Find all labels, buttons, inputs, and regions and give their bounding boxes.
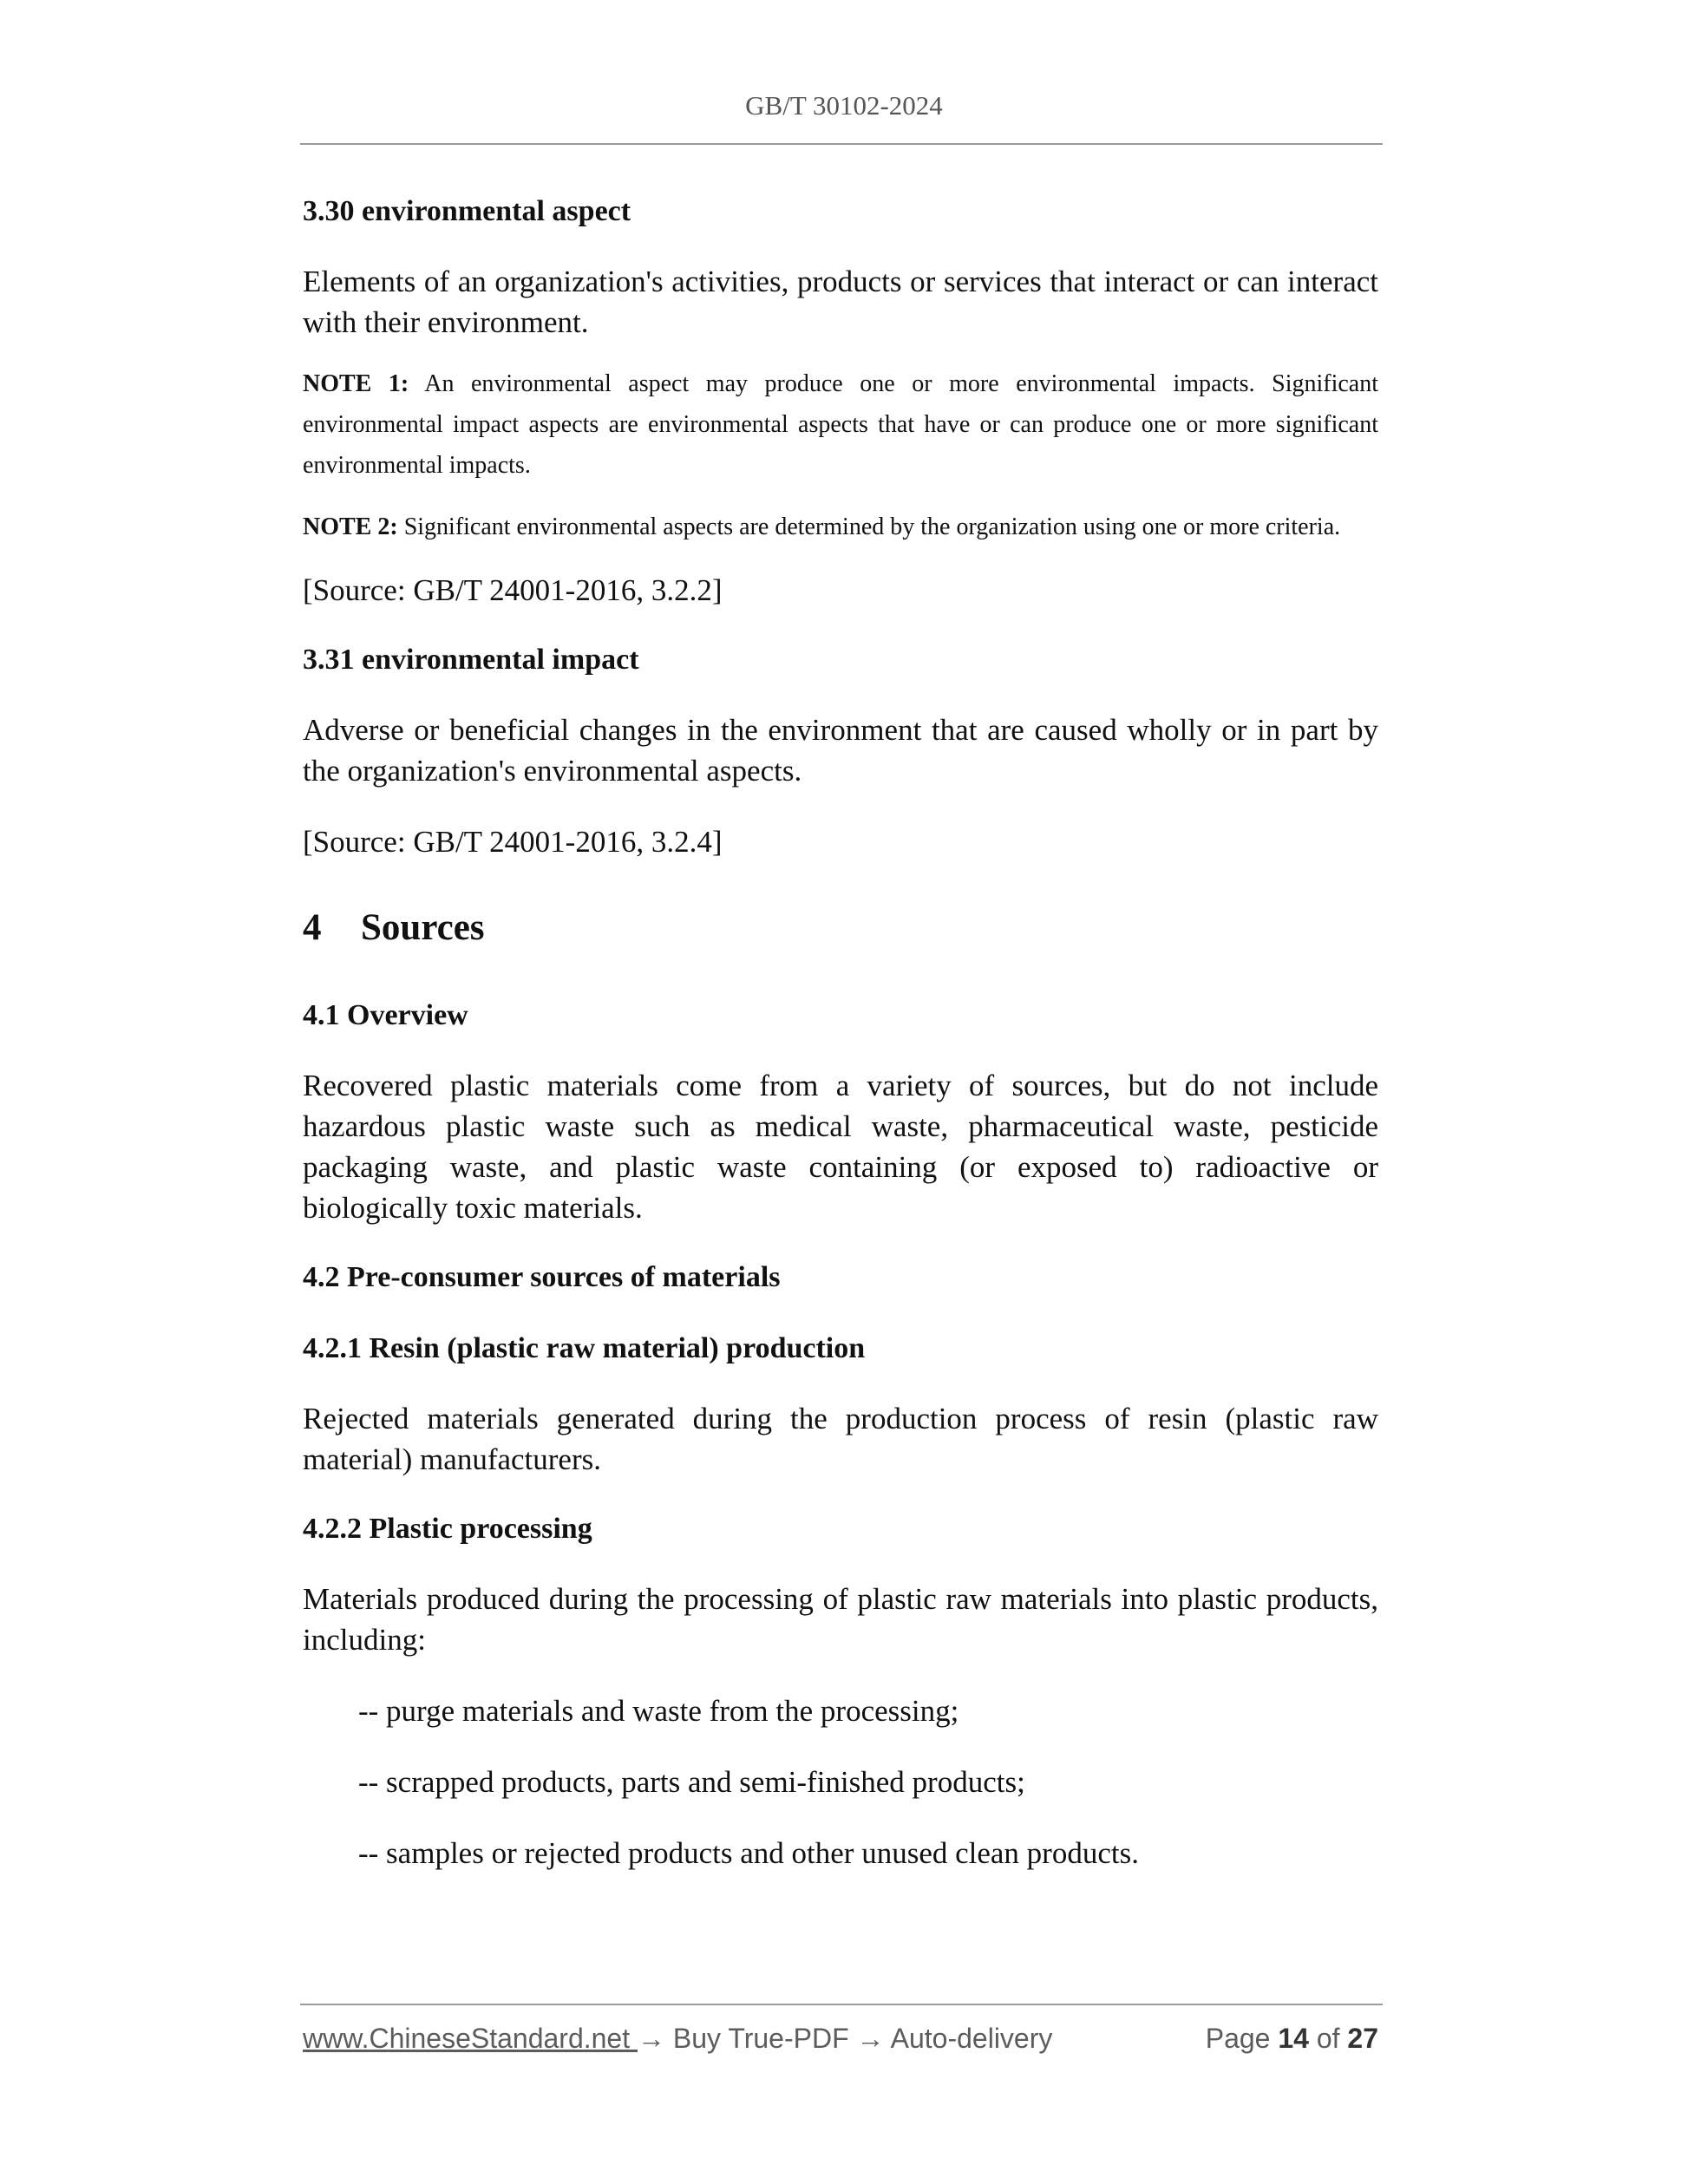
arrow-right-icon: → [638,2023,665,2054]
page-number: 14 [1278,2023,1309,2054]
auto-delivery-text: Auto-delivery [884,2023,1053,2054]
page-content [303,193,1378,1873]
section-4-title: Sources [361,907,485,948]
clause-3-30-source: [Source: GB/T 24001-2016, 3.2.2] [303,573,723,607]
clause-3-30-note-1 [303,363,1378,486]
buy-true-pdf-text: Buy True-PDF [665,2023,857,2054]
clause-3-30-note-2 [303,507,1378,547]
clause-4-2-1-text: Rejected materials generated during the production process of resin (plastic raw material) manufacturers. [303,1402,1378,1476]
page-footer [303,2023,1378,2063]
list-item: -- samples or rejected products and other unused clean products. [358,1836,1139,1870]
note-2-label: NOTE 2: [303,513,398,540]
note-1-text: An environmental aspect may produce one or more environmental impacts. Significant environmental impact aspects are environmental aspects that have or can produce one or more significant environmental impacts. [303,370,1378,479]
clause-4-1-heading: 4.1 Overview [303,999,468,1031]
clause-4-2-2-heading: 4.2.2 Plastic processing [303,1513,592,1545]
document-id-header: GB/T 30102-2024 [745,90,943,121]
clause-4-2-2-text: Materials produced during the processing of plastic raw materials into plastic products, including: [303,1582,1378,1657]
of-label: of [1308,2023,1348,2054]
clause-3-31-source: [Source: GB/T 24001-2016, 3.2.4] [303,825,723,859]
page-indicator [1206,2023,1378,2055]
clause-3-30-heading: 3.30 environmental aspect [303,195,631,227]
page-label: Page [1205,2023,1279,2054]
section-4-number: 4 [303,907,322,948]
list-item: -- purge materials and waste from the processing; [358,1694,959,1728]
arrow-right-icon: → [856,2023,885,2054]
note-2-text: Significant environmental aspects are determined by the organization using one or more criteria. [397,513,1341,540]
clause-3-31-definition: Adverse or beneficial changes in the environment that are caused wholly or in part by the organization's environmental aspects. [303,713,1378,788]
header-divider [300,143,1383,145]
clause-3-30-definition: Elements of an organization's activities, products or services that interact or can interact with their environment. [303,265,1378,339]
clause-3-31-heading: 3.31 environmental impact [303,644,639,676]
clause-4-2-1-heading: 4.2.1 Resin (plastic raw material) production [303,1332,866,1364]
note-1-label: NOTE 1: [303,370,409,397]
total-pages: 27 [1347,2023,1378,2054]
section-4-heading [303,905,1378,951]
clause-4-1-text: Recovered plastic materials come from a variety of sources, but do not include hazardous plastic waste such as medical waste, pharmaceutical waste, pesticide packaging waste, and plastic waste containing (or exposed to) radioactive or biologically toxic materials. [303,1069,1378,1225]
clause-4-2-heading: 4.2 Pre-consumer sources of materials [303,1261,781,1293]
footer-divider [300,2004,1383,2005]
footer-purchase-line [303,2023,1052,2055]
list-item: -- scrapped products, parts and semi-finished products; [358,1765,1025,1799]
website-link[interactable]: www.ChineseStandard.net [303,2023,638,2054]
